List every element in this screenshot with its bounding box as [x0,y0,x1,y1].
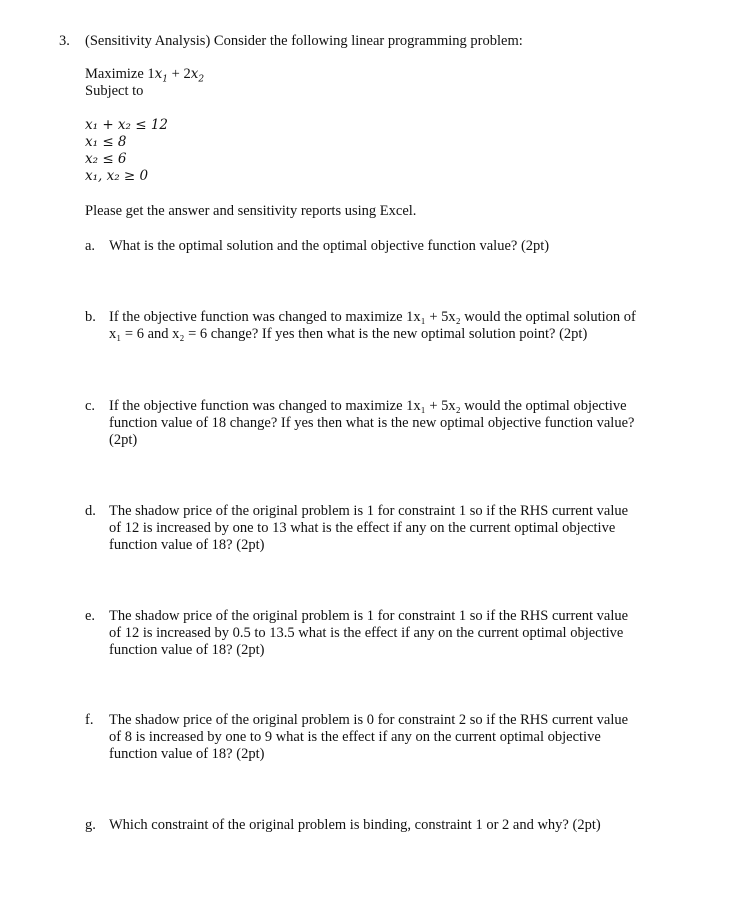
question-c-line-3: (2pt) [109,432,138,448]
instruction: Please get the answer and sensitivity reports using Excel. [85,203,417,219]
question-c-text [109,398,669,449]
question-e-line-3: function value of 18? (2pt) [109,642,265,658]
question-b-label: b. [85,309,96,325]
question-g-label: g. [85,817,96,833]
objective-prefix: Maximize 1 [85,66,155,82]
question-c-label: c. [85,398,96,414]
objective-function: Maximize $1x_1 + 2x_2$ [85,66,205,85]
question-e-line-1: The shadow price of the original problem is 1 for constraint 1 so if the RHS current value [109,608,629,624]
constraint-2: x₁ ≤ 8 [85,134,127,150]
question-c-line-2: function value of 18 change? If yes then what is the new optimal objective function value? [109,415,635,431]
question-b-line-1: If the objective function was changed to maximize 1x₁ + 5x₂ would the optimal solution of [109,309,636,325]
constraint-3: x₂ ≤ 6 [85,151,127,167]
subject-to: Subject to [85,83,144,99]
question-b-text [109,309,669,343]
problem-intro: (Sensitivity Analysis) Consider the following linear programming problem: [85,33,523,49]
objective-plus: + 2 [168,66,191,82]
question-f-line-3: function value of 18? (2pt) [109,746,265,762]
question-d-label: d. [85,503,96,519]
question-d-text [109,503,669,554]
question-g-text [109,817,669,834]
question-a-label: a. [85,238,96,254]
question-d-line-3: function value of 18? (2pt) [109,537,265,553]
question-g-line-1: Which constraint of the original problem is binding, constraint 1 or 2 and why? (2pt) [109,817,601,833]
question-d-line-2: of 12 is increased by one to 13 what is the effect if any on the current optimal objective [109,520,616,536]
question-e-label: e. [85,608,96,624]
question-f-label: f. [85,712,94,728]
question-a-line-1: What is the optimal solution and the optimal objective function value? (2pt) [109,238,550,254]
question-a-text [109,238,669,255]
question-d-line-1: The shadow price of the original problem is 1 for constraint 1 so if the RHS current value [109,503,629,519]
question-f-line-2: of 8 is increased by one to 9 what is the effect if any on the current optimal objective [109,729,601,745]
problem-number: 3. [59,33,70,49]
question-e-line-2: of 12 is increased by 0.5 to 13.5 what is the effect if any on the current optimal objective [109,625,624,641]
question-c-line-1: If the objective function was changed to maximize 1x₁ + 5x₂ would the optimal objective [109,398,627,414]
question-f-line-1: The shadow price of the original problem is 0 for constraint 2 so if the RHS current value [109,712,629,728]
constraint-nonnegativity: x₁, x₂ ≥ 0 [85,168,149,184]
question-e-text [109,608,669,659]
question-f-text [109,712,669,763]
question-b-line-2: x₁ = 6 and x₂ = 6 change? If yes then what is the new optimal solution point? (2pt) [109,326,588,342]
constraint-1: x₁ + x₂ ≤ 12 [85,117,169,133]
